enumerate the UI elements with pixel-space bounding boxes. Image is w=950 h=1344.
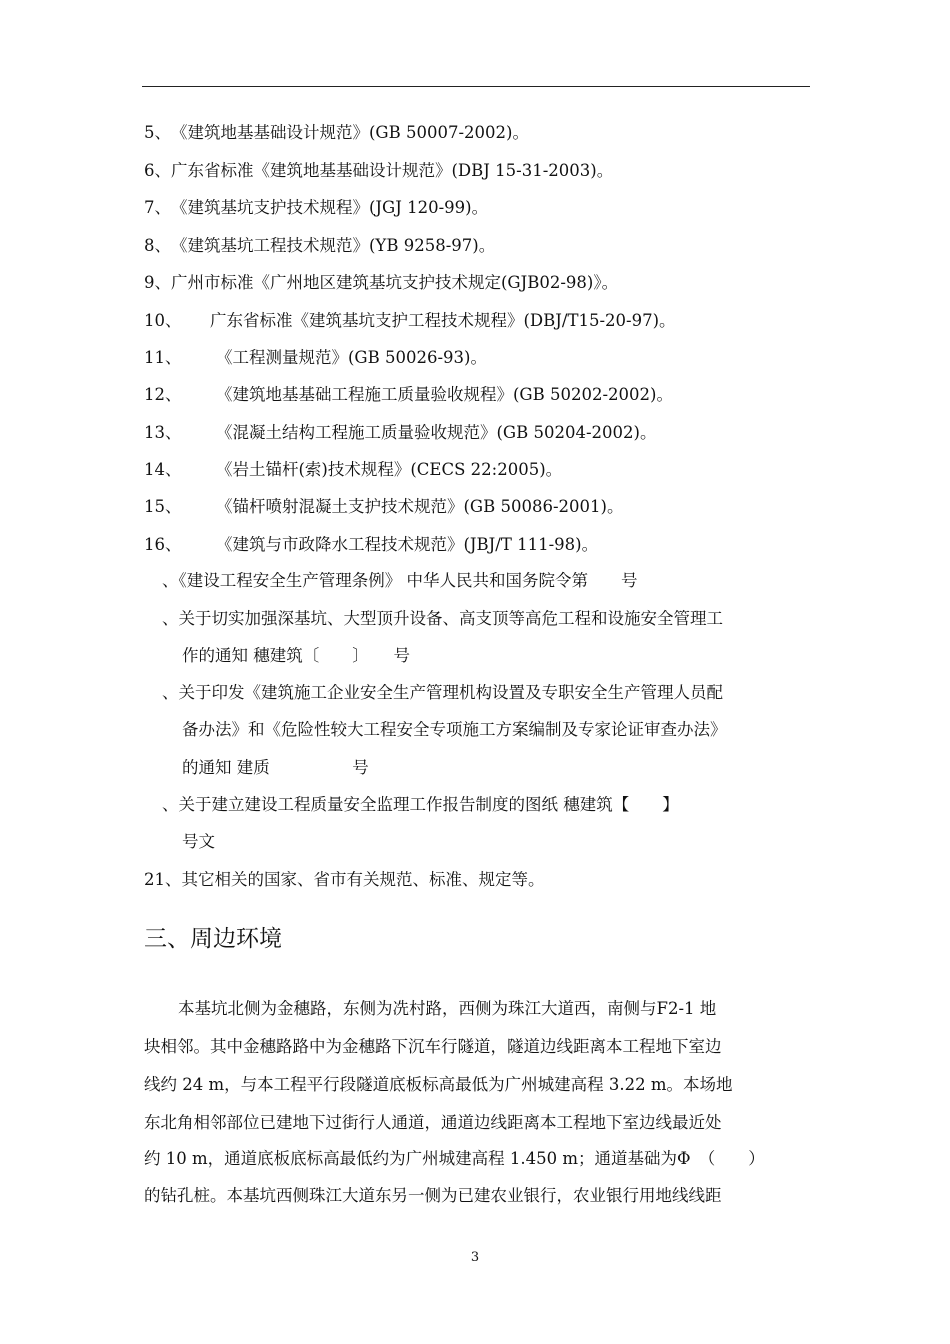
reference-text: 广州市标准《广州地区建筑基坑支护技术规定(GJB02-98)》。 <box>171 273 619 292</box>
reference-item-17: 、《建设工程安全生产管理条例》 中华人民共和国务院令第 号 <box>162 571 638 590</box>
reference-number: 5、 <box>144 123 171 142</box>
reference-number: 6、 <box>144 161 171 180</box>
reference-number: 9、 <box>144 273 171 292</box>
reference-text: 广东省标准《建筑地基基础设计规范》(DBJ 15-31-2003)。 <box>171 161 614 180</box>
reference-item-19-line-1: 、关于印发《建筑施工企业安全生产管理机构设置及专职安全生产管理人员配 <box>162 683 723 702</box>
reference-text: 广东省标准《建筑基坑支护工程技术规程》(DBJ/T15-20-97)。 <box>210 311 676 330</box>
reference-item-19-line-3: 的通知 建质 号 <box>182 758 369 777</box>
page-number: 3 <box>470 1250 480 1265</box>
reference-text: 《岩土锚杆(索)技术规程》(CECS 22:2005)。 <box>216 460 563 479</box>
reference-item <box>144 122 529 144</box>
reference-number: 13、 <box>144 423 182 442</box>
reference-number: 15、 <box>144 497 182 516</box>
reference-item <box>144 422 656 444</box>
reference-number: 8、 <box>144 236 171 255</box>
reference-text: 《建筑地基基础设计规范》(GB 50007-2002)。 <box>171 123 529 142</box>
paragraph-line-2: 块相邻。其中金穗路路中为金穗路下沉车行隧道，隧道边线距离本工程地下室边 <box>144 1037 722 1056</box>
reference-number: 14、 <box>144 460 182 479</box>
reference-item-21: 21、其它相关的国家、省市有关规范、标准、规定等。 <box>144 870 545 889</box>
reference-text: 《工程测量规范》(GB 50026-93)。 <box>216 348 487 367</box>
paragraph-line-4: 东北角相邻部位已建地下过街行人通道，通道边线距离本工程地下室边线最近处 <box>144 1113 722 1132</box>
reference-item <box>144 272 618 294</box>
reference-number: 7、 <box>144 198 171 217</box>
paragraph-line-1: 本基坑北侧为金穗路，东侧为冼村路，西侧为珠江大道西，南侧与F2-1 地 <box>178 999 717 1018</box>
reference-text: 《建筑与市政降水工程技术规范》(JBJ/T 111-98)。 <box>216 535 599 554</box>
paragraph-line-3: 线约 24 m，与本工程平行段隧道底板标高最低为广州城建高程 3.22 m。本场地 <box>144 1075 733 1094</box>
reference-text: 《建筑基坑支护技术规程》(JGJ 120-99)。 <box>171 198 489 217</box>
reference-item-19-line-2: 备办法》和《危险性较大工程安全专项施工方案编制及专家论证审查办法》 <box>182 720 727 739</box>
reference-text: 《混凝土结构工程施工质量验收规范》(GB 50204-2002)。 <box>216 423 657 442</box>
reference-text: 《建筑基坑工程技术规范》(YB 9258-97)。 <box>171 236 496 255</box>
reference-text: 《锚杆喷射混凝土支护技术规范》(GB 50086-2001)。 <box>216 497 624 516</box>
paragraph-line-5: 约 10 m，通道底板底标高最低约为广州城建高程 1.450 m；通道基础为Φ （ ） <box>144 1149 765 1168</box>
reference-item <box>144 347 487 369</box>
reference-number: 10、 <box>144 311 182 330</box>
reference-number: 11、 <box>144 348 182 367</box>
reference-item <box>144 534 598 556</box>
reference-item-18-line-1: 、关于切实加强深基坑、大型顶升设备、高支顶等高危工程和设施安全管理工 <box>162 609 723 628</box>
reference-item <box>144 496 623 518</box>
reference-item <box>144 197 488 219</box>
reference-item-20-line-1: 、关于建立建设工程质量安全监理工作报告制度的图纸 穗建筑【 】 <box>162 795 679 814</box>
reference-item-18-line-2: 作的通知 穗建筑〔 〕 号 <box>182 646 410 665</box>
reference-item <box>144 235 495 257</box>
paragraph-line-6: 的钻孔桩。本基坑西侧珠江大道东另一侧为已建农业银行，农业银行用地线线距 <box>144 1186 722 1205</box>
section-heading: 三、周边环境 <box>144 926 282 952</box>
reference-item-20-line-2: 号文 <box>182 832 215 851</box>
reference-number: 12、 <box>144 385 182 404</box>
reference-item <box>144 310 676 332</box>
reference-item <box>144 160 613 182</box>
header-rule <box>142 86 810 87</box>
reference-number: 16、 <box>144 535 182 554</box>
reference-item <box>144 384 673 406</box>
reference-item <box>144 459 562 481</box>
reference-text: 《建筑地基基础工程施工质量验收规程》(GB 50202-2002)。 <box>216 385 673 404</box>
